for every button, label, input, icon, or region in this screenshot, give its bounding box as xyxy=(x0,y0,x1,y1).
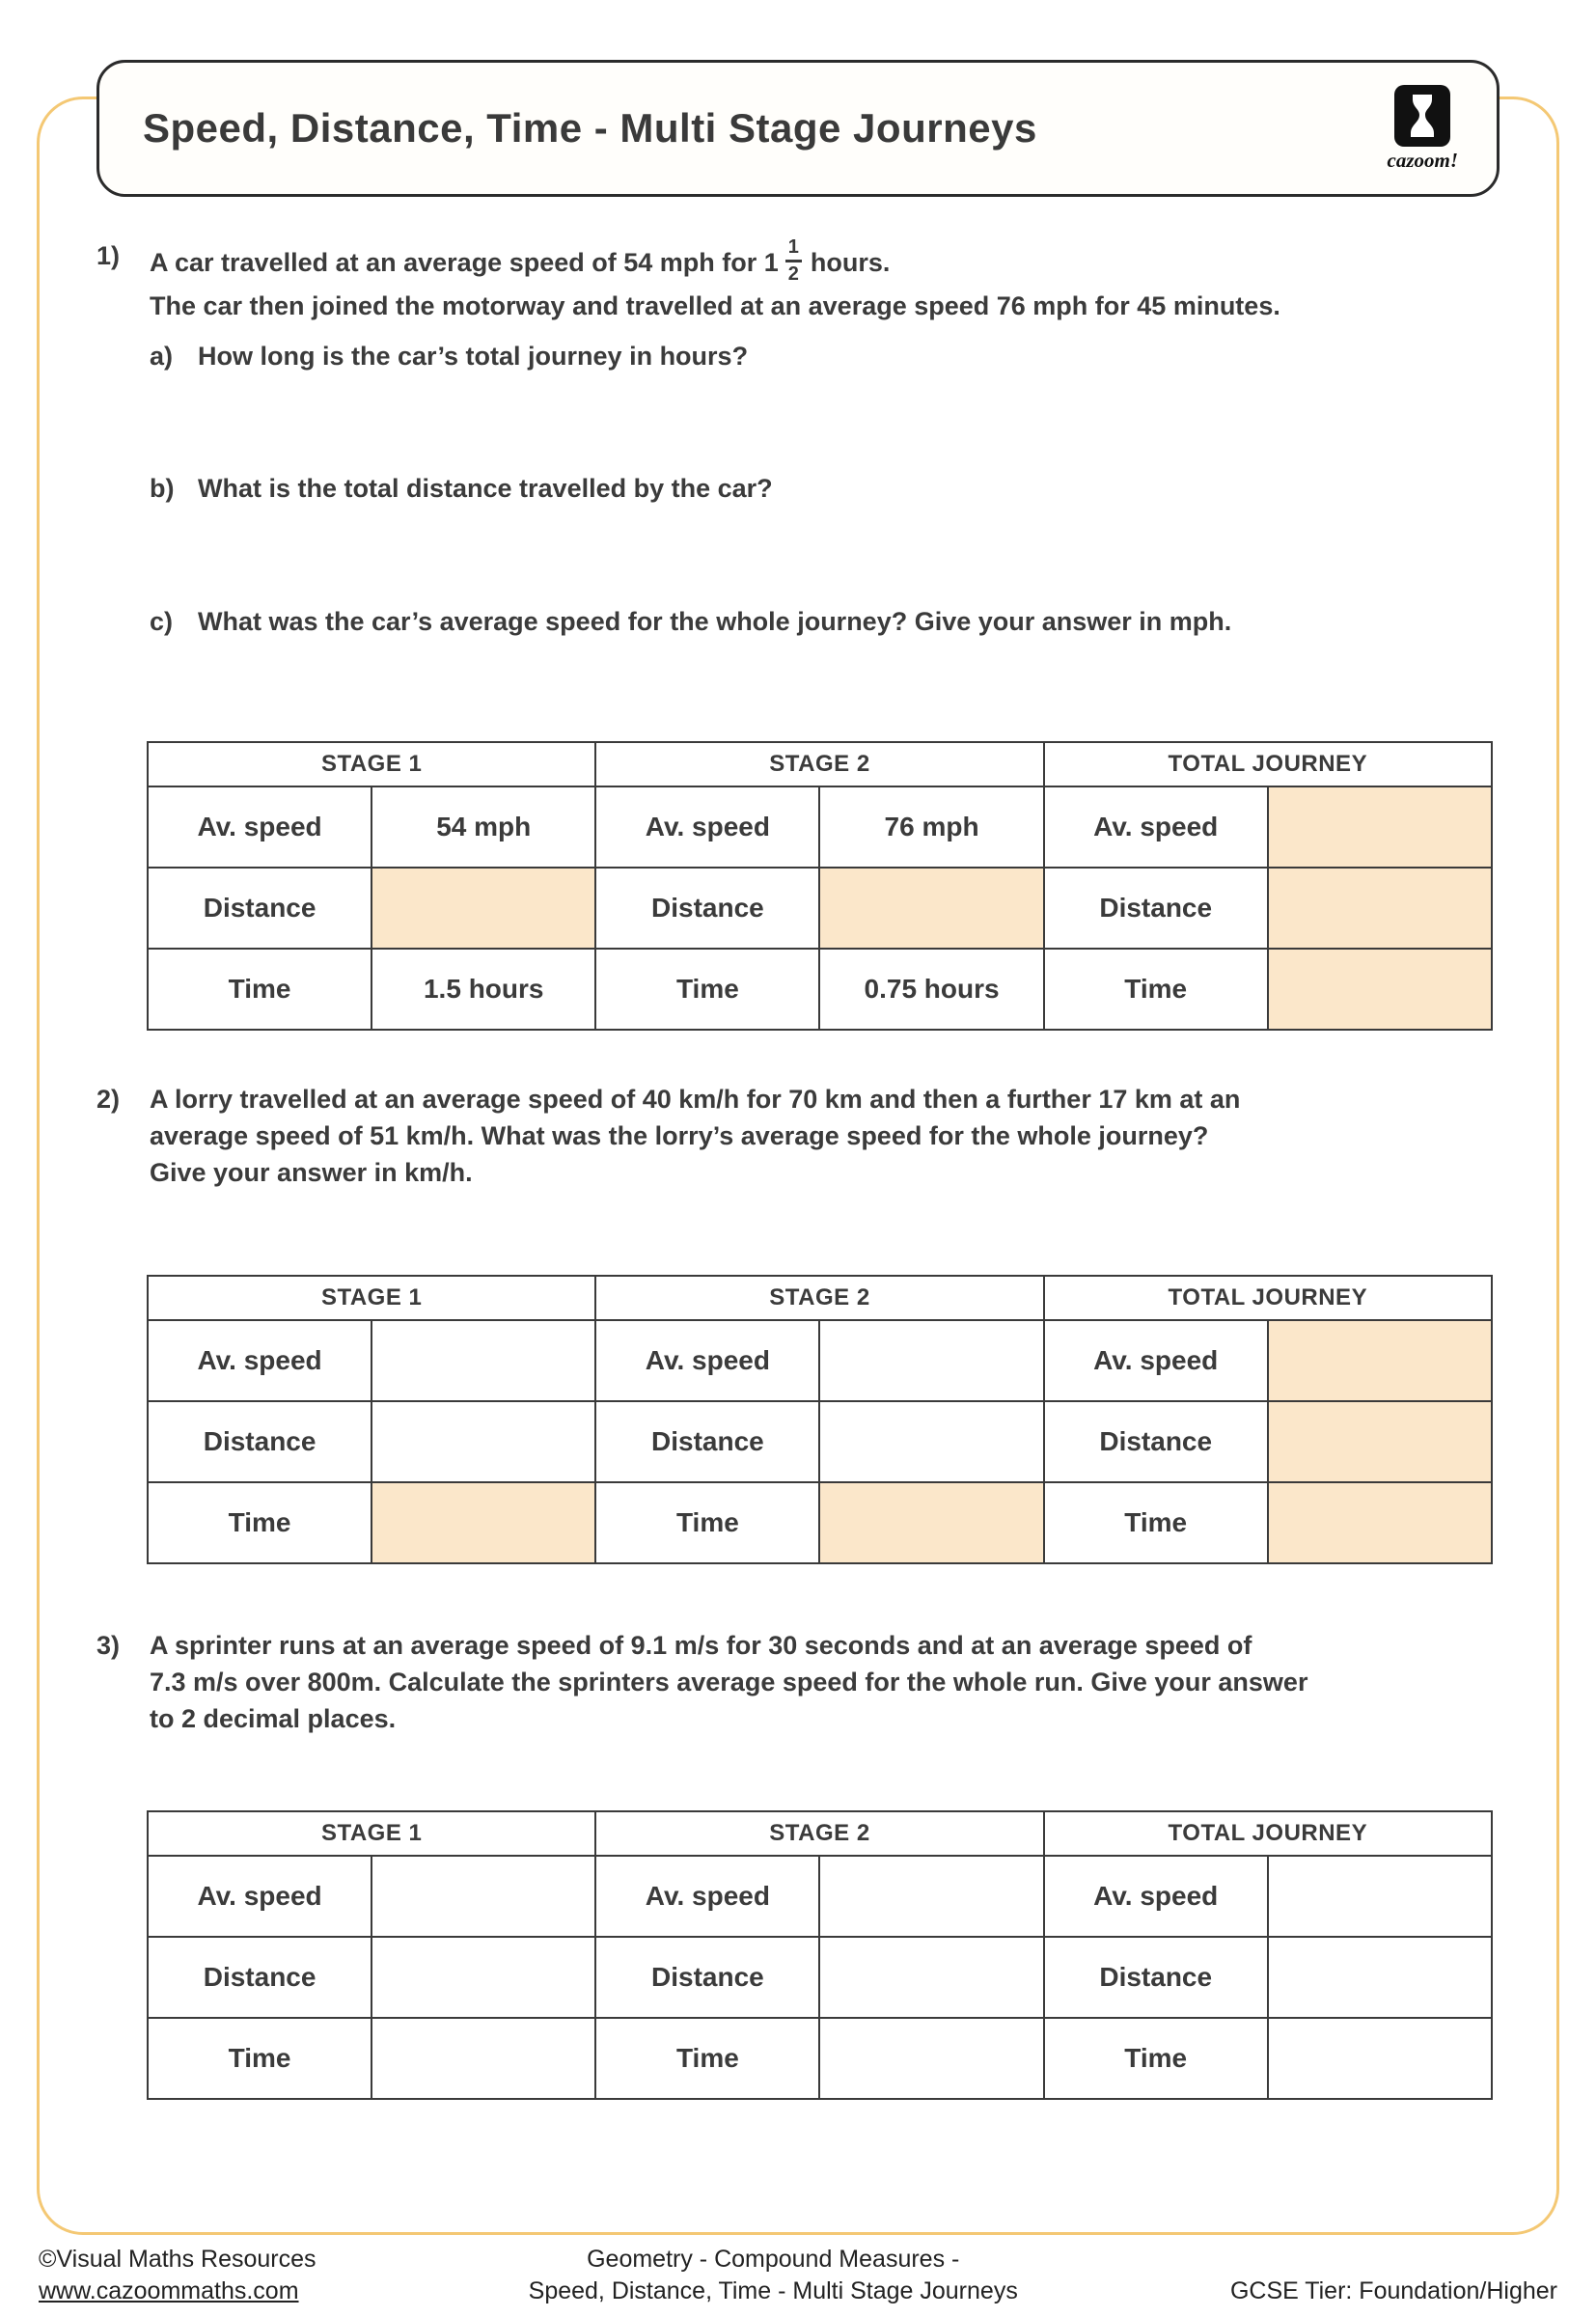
worksheet-header xyxy=(96,60,1500,197)
page-footer xyxy=(39,2244,1557,2307)
table-answer-cell: 54 mph xyxy=(371,786,595,868)
table-answer-cell xyxy=(371,1856,595,1937)
journey-table-2 xyxy=(96,1275,1500,1564)
table-row-label: Time xyxy=(1044,2018,1268,2099)
journey-table xyxy=(147,1275,1493,1564)
table-row-label: Distance xyxy=(595,1401,819,1482)
footer-topic-block xyxy=(529,2244,1018,2307)
table-row-label: Time xyxy=(148,949,371,1030)
table-answer-cell xyxy=(819,1856,1043,1937)
table-row-label: Distance xyxy=(148,1401,371,1482)
table-row-label: Av. speed xyxy=(595,786,819,868)
part-b-text: What is the total distance travelled by the car? xyxy=(198,474,773,503)
question-2-body xyxy=(150,1081,1500,1191)
journey-table-3 xyxy=(96,1810,1500,2100)
table-row-label: Time xyxy=(1044,949,1268,1030)
table-row-label: Av. speed xyxy=(148,1856,371,1937)
table-row-label: Distance xyxy=(1044,868,1268,949)
table-answer-cell xyxy=(1268,1856,1492,1937)
worksheet-content xyxy=(0,60,1596,2100)
question-3-line-1: A sprinter runs at an average speed of 9.1 m/s for 30 seconds and at an average speed of xyxy=(150,1631,1252,1660)
table-answer-cell xyxy=(819,1482,1043,1563)
question-2 xyxy=(96,1081,1500,1191)
table-row-label: Time xyxy=(595,949,819,1030)
cazoom-logo-icon xyxy=(1394,85,1450,147)
table-answer-cell xyxy=(1268,1482,1492,1563)
table-stage-header: STAGE 1 xyxy=(148,742,595,786)
table-row-label: Time xyxy=(148,2018,371,2099)
question-1-line-1 xyxy=(150,237,1500,288)
question-1-text-pre: A car travelled at an average speed of 54 mph for 1 xyxy=(150,248,779,277)
table-stage-header: TOTAL JOURNEY xyxy=(1044,1276,1492,1320)
table-answer-cell xyxy=(1268,1320,1492,1401)
table-row-label: Av. speed xyxy=(148,786,371,868)
question-1-part-c xyxy=(150,603,1500,640)
table-row-label: Distance xyxy=(595,1937,819,2018)
cazoom-logo xyxy=(1388,85,1459,173)
fraction-denominator: 2 xyxy=(787,263,799,285)
topic-line-1: Geometry - Compound Measures - xyxy=(587,2246,960,2273)
table-row-label: Time xyxy=(1044,1482,1268,1563)
question-3-number: 3) xyxy=(96,1631,121,1660)
table-answer-cell xyxy=(1268,2018,1492,2099)
table-row-label: Av. speed xyxy=(595,1856,819,1937)
table-stage-header: TOTAL JOURNEY xyxy=(1044,742,1492,786)
copyright-text: ©Visual Maths Resources xyxy=(39,2246,316,2273)
cazoom-logo-text: cazoom! xyxy=(1387,148,1458,172)
table-answer-cell xyxy=(1268,1937,1492,2018)
table-stage-header: STAGE 1 xyxy=(148,1811,595,1856)
cazoommaths-link[interactable]: www.cazoommaths.com xyxy=(39,2277,299,2304)
table-answer-cell xyxy=(1268,868,1492,949)
table-row-label: Distance xyxy=(1044,1401,1268,1482)
fraction-one-half xyxy=(785,237,802,286)
question-2-line-3: Give your answer in km/h. xyxy=(150,1158,473,1187)
journey-table-1 xyxy=(96,741,1500,1031)
question-3-line-3: to 2 decimal places. xyxy=(150,1704,397,1733)
question-1-part-a xyxy=(150,338,1500,374)
page-title: Speed, Distance, Time - Multi Stage Journeys xyxy=(143,105,1037,151)
table-answer-cell xyxy=(371,1320,595,1401)
table-answer-cell: 0.75 hours xyxy=(819,949,1043,1030)
table-row-label: Distance xyxy=(595,868,819,949)
table-stage-header: TOTAL JOURNEY xyxy=(1044,1811,1492,1856)
table-row-label: Distance xyxy=(1044,1937,1268,2018)
question-2-number: 2) xyxy=(96,1085,121,1114)
part-a-text: How long is the car’s total journey in hours? xyxy=(198,342,749,371)
fraction-numerator: 1 xyxy=(785,237,802,262)
table-row-label: Time xyxy=(595,1482,819,1563)
table-answer-cell xyxy=(371,1482,595,1563)
table-row-label: Time xyxy=(595,2018,819,2099)
topic-line-2: Speed, Distance, Time - Multi Stage Journeys xyxy=(528,2277,1018,2304)
question-1-part-b xyxy=(150,470,1500,507)
table-row-label: Av. speed xyxy=(1044,1320,1268,1401)
table-row-label: Av. speed xyxy=(595,1320,819,1401)
table-answer-cell xyxy=(371,1401,595,1482)
table-answer-cell xyxy=(1268,1401,1492,1482)
table-answer-cell xyxy=(819,1937,1043,2018)
question-1 xyxy=(96,237,1500,640)
table-stage-header: STAGE 2 xyxy=(595,742,1043,786)
table-answer-cell xyxy=(371,1937,595,2018)
table-answer-cell xyxy=(1268,949,1492,1030)
table-answer-cell xyxy=(371,868,595,949)
table-row-label: Time xyxy=(148,1482,371,1563)
table-row-label: Distance xyxy=(148,868,371,949)
part-a-label: a) xyxy=(150,342,174,371)
question-1-text-post: hours. xyxy=(810,248,891,277)
table-answer-cell xyxy=(371,2018,595,2099)
part-c-label: c) xyxy=(150,607,174,636)
table-row-label: Av. speed xyxy=(1044,786,1268,868)
table-row-label: Av. speed xyxy=(148,1320,371,1401)
table-stage-header: STAGE 1 xyxy=(148,1276,595,1320)
question-2-line-1: A lorry travelled at an average speed of 40 km/h for 70 km and then a further 17 km at an xyxy=(150,1085,1241,1114)
table-answer-cell xyxy=(819,2018,1043,2099)
table-answer-cell xyxy=(819,1320,1043,1401)
table-answer-cell: 1.5 hours xyxy=(371,949,595,1030)
question-3 xyxy=(96,1627,1500,1737)
gcse-tier-label: GCSE Tier: Foundation/Higher xyxy=(1229,2277,1557,2304)
table-answer-cell xyxy=(1268,786,1492,868)
table-stage-header: STAGE 2 xyxy=(595,1276,1043,1320)
table-answer-cell xyxy=(819,868,1043,949)
part-c-text: What was the car’s average speed for the whole journey? Give your answer in mph. xyxy=(198,607,1232,636)
question-1-number: 1) xyxy=(96,241,121,270)
table-answer-cell: 76 mph xyxy=(819,786,1043,868)
question-1-line-2: The car then joined the motorway and travelled at an average speed 76 mph for 45 minutes. xyxy=(150,291,1280,320)
table-row-label: Av. speed xyxy=(1044,1856,1268,1937)
footer-copyright-block xyxy=(39,2244,316,2307)
table-answer-cell xyxy=(819,1401,1043,1482)
question-2-line-2: average speed of 51 km/h. What was the lorry’s average speed for the whole journey? xyxy=(150,1121,1209,1150)
vase-icon xyxy=(1403,93,1442,139)
question-1-body xyxy=(150,237,1500,640)
question-3-body xyxy=(150,1627,1500,1737)
part-b-label: b) xyxy=(150,474,175,503)
table-stage-header: STAGE 2 xyxy=(595,1811,1043,1856)
journey-table xyxy=(147,741,1493,1031)
journey-table xyxy=(147,1810,1493,2100)
table-row-label: Distance xyxy=(148,1937,371,2018)
question-3-line-2: 7.3 m/s over 800m. Calculate the sprinters average speed for the whole run. Give your answer xyxy=(150,1668,1308,1696)
